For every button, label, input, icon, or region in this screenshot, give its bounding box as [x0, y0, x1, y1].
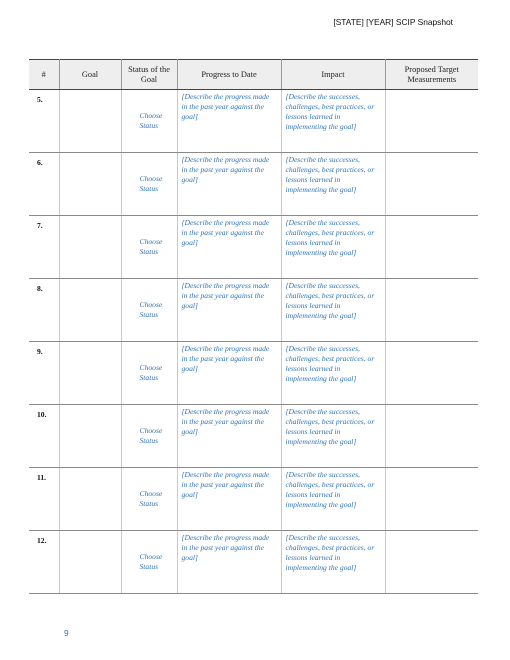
goal-number: 8. — [29, 279, 59, 342]
impact-placeholder[interactable]: [Describe the successes, challenges, best practices, or lessons learned in implementing the goal] — [281, 279, 385, 342]
goal-number: 6. — [29, 153, 59, 216]
goal-number: 10. — [29, 405, 59, 468]
progress-placeholder[interactable]: [Describe the progress made in the past year against the goal] — [177, 216, 281, 279]
goal-cell[interactable] — [59, 279, 121, 342]
status-dropdown[interactable]: Choose Status — [121, 468, 177, 531]
goals-table — [29, 59, 478, 594]
goal-cell[interactable] — [59, 153, 121, 216]
goal-cell[interactable] — [59, 405, 121, 468]
table-row — [29, 90, 478, 153]
goal-cell[interactable] — [59, 531, 121, 594]
goal-number: 7. — [29, 216, 59, 279]
progress-placeholder[interactable]: [Describe the progress made in the past year against the goal] — [177, 153, 281, 216]
target-measurements-cell[interactable] — [385, 342, 478, 405]
target-measurements-cell[interactable] — [385, 468, 478, 531]
target-measurements-cell[interactable] — [385, 90, 478, 153]
column-header-progress: Progress to Date — [177, 60, 281, 90]
column-header-target: Proposed Target Measurements — [385, 60, 478, 90]
table-row — [29, 531, 478, 594]
goal-number: 11. — [29, 468, 59, 531]
progress-placeholder[interactable]: [Describe the progress made in the past year against the goal] — [177, 342, 281, 405]
status-dropdown[interactable]: Choose Status — [121, 90, 177, 153]
progress-placeholder[interactable]: [Describe the progress made in the past year against the goal] — [177, 531, 281, 594]
goal-cell[interactable] — [59, 90, 121, 153]
progress-placeholder[interactable]: [Describe the progress made in the past year against the goal] — [177, 468, 281, 531]
impact-placeholder[interactable]: [Describe the successes, challenges, best practices, or lessons learned in implementing the goal] — [281, 342, 385, 405]
document-header: [STATE] [YEAR] SCIP Snapshot — [333, 17, 453, 27]
table-row — [29, 468, 478, 531]
impact-placeholder[interactable]: [Describe the successes, challenges, best practices, or lessons learned in implementing the goal] — [281, 468, 385, 531]
target-measurements-cell[interactable] — [385, 405, 478, 468]
status-dropdown[interactable]: Choose Status — [121, 153, 177, 216]
impact-placeholder[interactable]: [Describe the successes, challenges, best practices, or lessons learned in implementing the goal] — [281, 90, 385, 153]
table-header-row — [29, 60, 478, 90]
column-header-impact: Impact — [281, 60, 385, 90]
table-row — [29, 153, 478, 216]
impact-placeholder[interactable]: [Describe the successes, challenges, best practices, or lessons learned in implementing the goal] — [281, 153, 385, 216]
goal-cell[interactable] — [59, 342, 121, 405]
status-dropdown[interactable]: Choose Status — [121, 342, 177, 405]
goal-number: 9. — [29, 342, 59, 405]
target-measurements-cell[interactable] — [385, 279, 478, 342]
goal-number: 5. — [29, 90, 59, 153]
column-header-goal: Goal — [59, 60, 121, 90]
impact-placeholder[interactable]: [Describe the successes, challenges, best practices, or lessons learned in implementing the goal] — [281, 216, 385, 279]
goal-cell[interactable] — [59, 216, 121, 279]
status-dropdown[interactable]: Choose Status — [121, 531, 177, 594]
table-row — [29, 405, 478, 468]
target-measurements-cell[interactable] — [385, 153, 478, 216]
goal-number: 12. — [29, 531, 59, 594]
progress-placeholder[interactable]: [Describe the progress made in the past year against the goal] — [177, 279, 281, 342]
target-measurements-cell[interactable] — [385, 216, 478, 279]
page-number: 9 — [64, 628, 69, 638]
column-header-number: # — [29, 60, 59, 90]
goal-cell[interactable] — [59, 468, 121, 531]
impact-placeholder[interactable]: [Describe the successes, challenges, best practices, or lessons learned in implementing the goal] — [281, 405, 385, 468]
table-row — [29, 342, 478, 405]
status-dropdown[interactable]: Choose Status — [121, 405, 177, 468]
table-row — [29, 216, 478, 279]
impact-placeholder[interactable]: [Describe the successes, challenges, best practices, or lessons learned in implementing the goal] — [281, 531, 385, 594]
status-dropdown[interactable]: Choose Status — [121, 216, 177, 279]
target-measurements-cell[interactable] — [385, 531, 478, 594]
status-dropdown[interactable]: Choose Status — [121, 279, 177, 342]
progress-placeholder[interactable]: [Describe the progress made in the past year against the goal] — [177, 405, 281, 468]
column-header-status: Status of the Goal — [121, 60, 177, 90]
progress-placeholder[interactable]: [Describe the progress made in the past year against the goal] — [177, 90, 281, 153]
table-row — [29, 279, 478, 342]
